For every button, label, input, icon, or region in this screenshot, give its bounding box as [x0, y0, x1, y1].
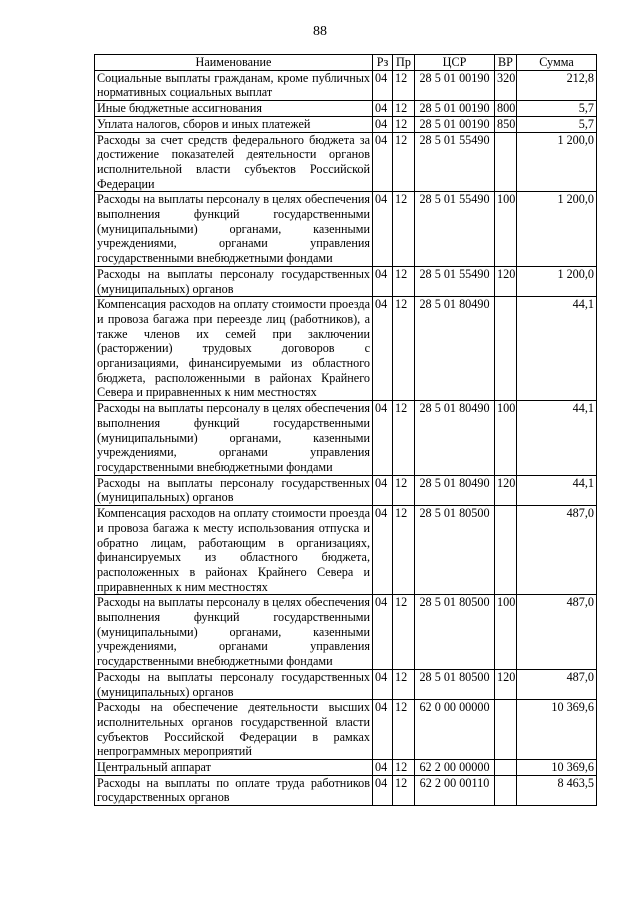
- cell-rz: 04: [373, 192, 393, 267]
- header-rz: Рз: [373, 55, 393, 71]
- table-row: [95, 132, 597, 192]
- cell-name: Уплата налогов, сборов и иных платежей: [95, 116, 373, 132]
- cell-rz: 04: [373, 760, 393, 776]
- cell-name: Компенсация расходов на оплату стоимости проезда и провоза багажа при переезде лиц (работников), а также членов их семей при заключении (расторжении) трудовых договоров с организациями, финансируемыми из областного бюджета, расположенными в районах Крайнего Севера и приравненных к ним местностях: [95, 297, 373, 401]
- cell-vr: [495, 700, 517, 760]
- header-vr: ВР: [495, 55, 517, 71]
- cell-vr: 320: [495, 70, 517, 100]
- cell-pr: 12: [393, 266, 415, 296]
- cell-vr: 100: [495, 401, 517, 476]
- cell-csr: 28 5 01 55490: [415, 266, 495, 296]
- cell-vr: [495, 775, 517, 805]
- cell-name: Расходы на выплаты персоналу государственных (муниципальных) органов: [95, 475, 373, 505]
- cell-name: Расходы за счет средств федерального бюджета за достижение показателей деятельности органов исполнительной власти субъектов Российской Федерации: [95, 132, 373, 192]
- cell-csr: 28 5 01 00190: [415, 70, 495, 100]
- cell-csr: 62 0 00 00000: [415, 700, 495, 760]
- cell-rz: 04: [373, 475, 393, 505]
- cell-sum: 1 200,0: [517, 266, 597, 296]
- cell-rz: 04: [373, 101, 393, 117]
- cell-pr: 12: [393, 70, 415, 100]
- cell-vr: 120: [495, 669, 517, 699]
- cell-csr: 62 2 00 00110: [415, 775, 495, 805]
- cell-vr: 120: [495, 266, 517, 296]
- cell-rz: 04: [373, 595, 393, 670]
- cell-vr: 850: [495, 116, 517, 132]
- cell-name: Расходы на выплаты персоналу в целях обеспечения выполнения функций государственными (муниципальными) органами, казенными учреждениями, органами управления государственными внебюджетными фондами: [95, 595, 373, 670]
- cell-sum: 44,1: [517, 475, 597, 505]
- header-csr: ЦСР: [415, 55, 495, 71]
- cell-name: Расходы на выплаты по оплате труда работников государственных органов: [95, 775, 373, 805]
- cell-csr: 28 5 01 80500: [415, 595, 495, 670]
- cell-pr: 12: [393, 669, 415, 699]
- cell-csr: 28 5 01 80500: [415, 506, 495, 595]
- cell-vr: [495, 760, 517, 776]
- cell-sum: 487,0: [517, 506, 597, 595]
- table-row: [95, 70, 597, 100]
- table-row: [95, 669, 597, 699]
- header-sum: Сумма: [517, 55, 597, 71]
- cell-rz: 04: [373, 297, 393, 401]
- table-row: [95, 116, 597, 132]
- cell-name: Социальные выплаты гражданам, кроме публичных нормативных социальных выплат: [95, 70, 373, 100]
- table-row: [95, 595, 597, 670]
- cell-sum: 1 200,0: [517, 192, 597, 267]
- cell-name: Расходы на выплаты персоналу в целях обеспечения выполнения функций государственными (муниципальными) органами, казенными учреждениями, органами управления государственными внебюджетными фондами: [95, 192, 373, 267]
- table-row: [95, 506, 597, 595]
- cell-pr: 12: [393, 116, 415, 132]
- cell-rz: 04: [373, 401, 393, 476]
- table-row: [95, 475, 597, 505]
- table-header-row: [95, 55, 597, 71]
- cell-name: Компенсация расходов на оплату стоимости проезда и провоза багажа к месту использования отпуска и обратно лицам, работающим в организациях, финансируемых из областного бюджета, расположенных в районах Крайнего Севера и приравненных к ним местностях: [95, 506, 373, 595]
- cell-rz: 04: [373, 266, 393, 296]
- cell-vr: [495, 297, 517, 401]
- cell-pr: 12: [393, 775, 415, 805]
- cell-sum: 487,0: [517, 595, 597, 670]
- cell-name: Расходы на обеспечение деятельности высших исполнительных органов государственной власти субъектов Российской Федерации в рамках непрограммных мероприятий: [95, 700, 373, 760]
- cell-rz: 04: [373, 116, 393, 132]
- header-pr: Пр: [393, 55, 415, 71]
- cell-vr: [495, 132, 517, 192]
- cell-pr: 12: [393, 760, 415, 776]
- cell-csr: 28 5 01 55490: [415, 132, 495, 192]
- table-row: [95, 192, 597, 267]
- table-row: [95, 101, 597, 117]
- table-row: [95, 266, 597, 296]
- cell-sum: 8 463,5: [517, 775, 597, 805]
- table-row: [95, 760, 597, 776]
- cell-vr: 100: [495, 192, 517, 267]
- cell-rz: 04: [373, 700, 393, 760]
- cell-pr: 12: [393, 595, 415, 670]
- cell-rz: 04: [373, 132, 393, 192]
- budget-table: [94, 54, 597, 806]
- cell-sum: 10 369,6: [517, 760, 597, 776]
- table-row: [95, 700, 597, 760]
- cell-rz: 04: [373, 70, 393, 100]
- cell-sum: 10 369,6: [517, 700, 597, 760]
- cell-csr: 28 5 01 55490: [415, 192, 495, 267]
- cell-sum: 44,1: [517, 297, 597, 401]
- cell-pr: 12: [393, 297, 415, 401]
- page-number: 88: [313, 24, 327, 39]
- cell-sum: 487,0: [517, 669, 597, 699]
- table-row: [95, 775, 597, 805]
- cell-vr: 120: [495, 475, 517, 505]
- cell-rz: 04: [373, 506, 393, 595]
- cell-sum: 44,1: [517, 401, 597, 476]
- table-row: [95, 297, 597, 401]
- cell-pr: 12: [393, 506, 415, 595]
- cell-csr: 28 5 01 80490: [415, 475, 495, 505]
- cell-sum: 212,8: [517, 70, 597, 100]
- table-row: [95, 401, 597, 476]
- cell-vr: 800: [495, 101, 517, 117]
- cell-name: Расходы на выплаты персоналу государственных (муниципальных) органов: [95, 669, 373, 699]
- cell-name: Центральный аппарат: [95, 760, 373, 776]
- cell-csr: 28 5 01 80500: [415, 669, 495, 699]
- cell-vr: [495, 506, 517, 595]
- cell-csr: 28 5 01 00190: [415, 101, 495, 117]
- cell-csr: 28 5 01 80490: [415, 297, 495, 401]
- header-name: Наименование: [95, 55, 373, 71]
- cell-rz: 04: [373, 775, 393, 805]
- cell-pr: 12: [393, 101, 415, 117]
- cell-name: Расходы на выплаты персоналу государственных (муниципальных) органов: [95, 266, 373, 296]
- cell-csr: 62 2 00 00000: [415, 760, 495, 776]
- cell-name: Расходы на выплаты персоналу в целях обеспечения выполнения функций государственными (муниципальными) органами, казенными учреждениями, органами управления государственными внебюджетными фондами: [95, 401, 373, 476]
- cell-vr: 100: [495, 595, 517, 670]
- cell-pr: 12: [393, 475, 415, 505]
- cell-pr: 12: [393, 132, 415, 192]
- cell-rz: 04: [373, 669, 393, 699]
- cell-pr: 12: [393, 401, 415, 476]
- cell-pr: 12: [393, 700, 415, 760]
- cell-sum: 5,7: [517, 116, 597, 132]
- cell-csr: 28 5 01 80490: [415, 401, 495, 476]
- table-body: [95, 70, 597, 805]
- cell-sum: 1 200,0: [517, 132, 597, 192]
- cell-pr: 12: [393, 192, 415, 267]
- cell-csr: 28 5 01 00190: [415, 116, 495, 132]
- cell-sum: 5,7: [517, 101, 597, 117]
- cell-name: Иные бюджетные ассигнования: [95, 101, 373, 117]
